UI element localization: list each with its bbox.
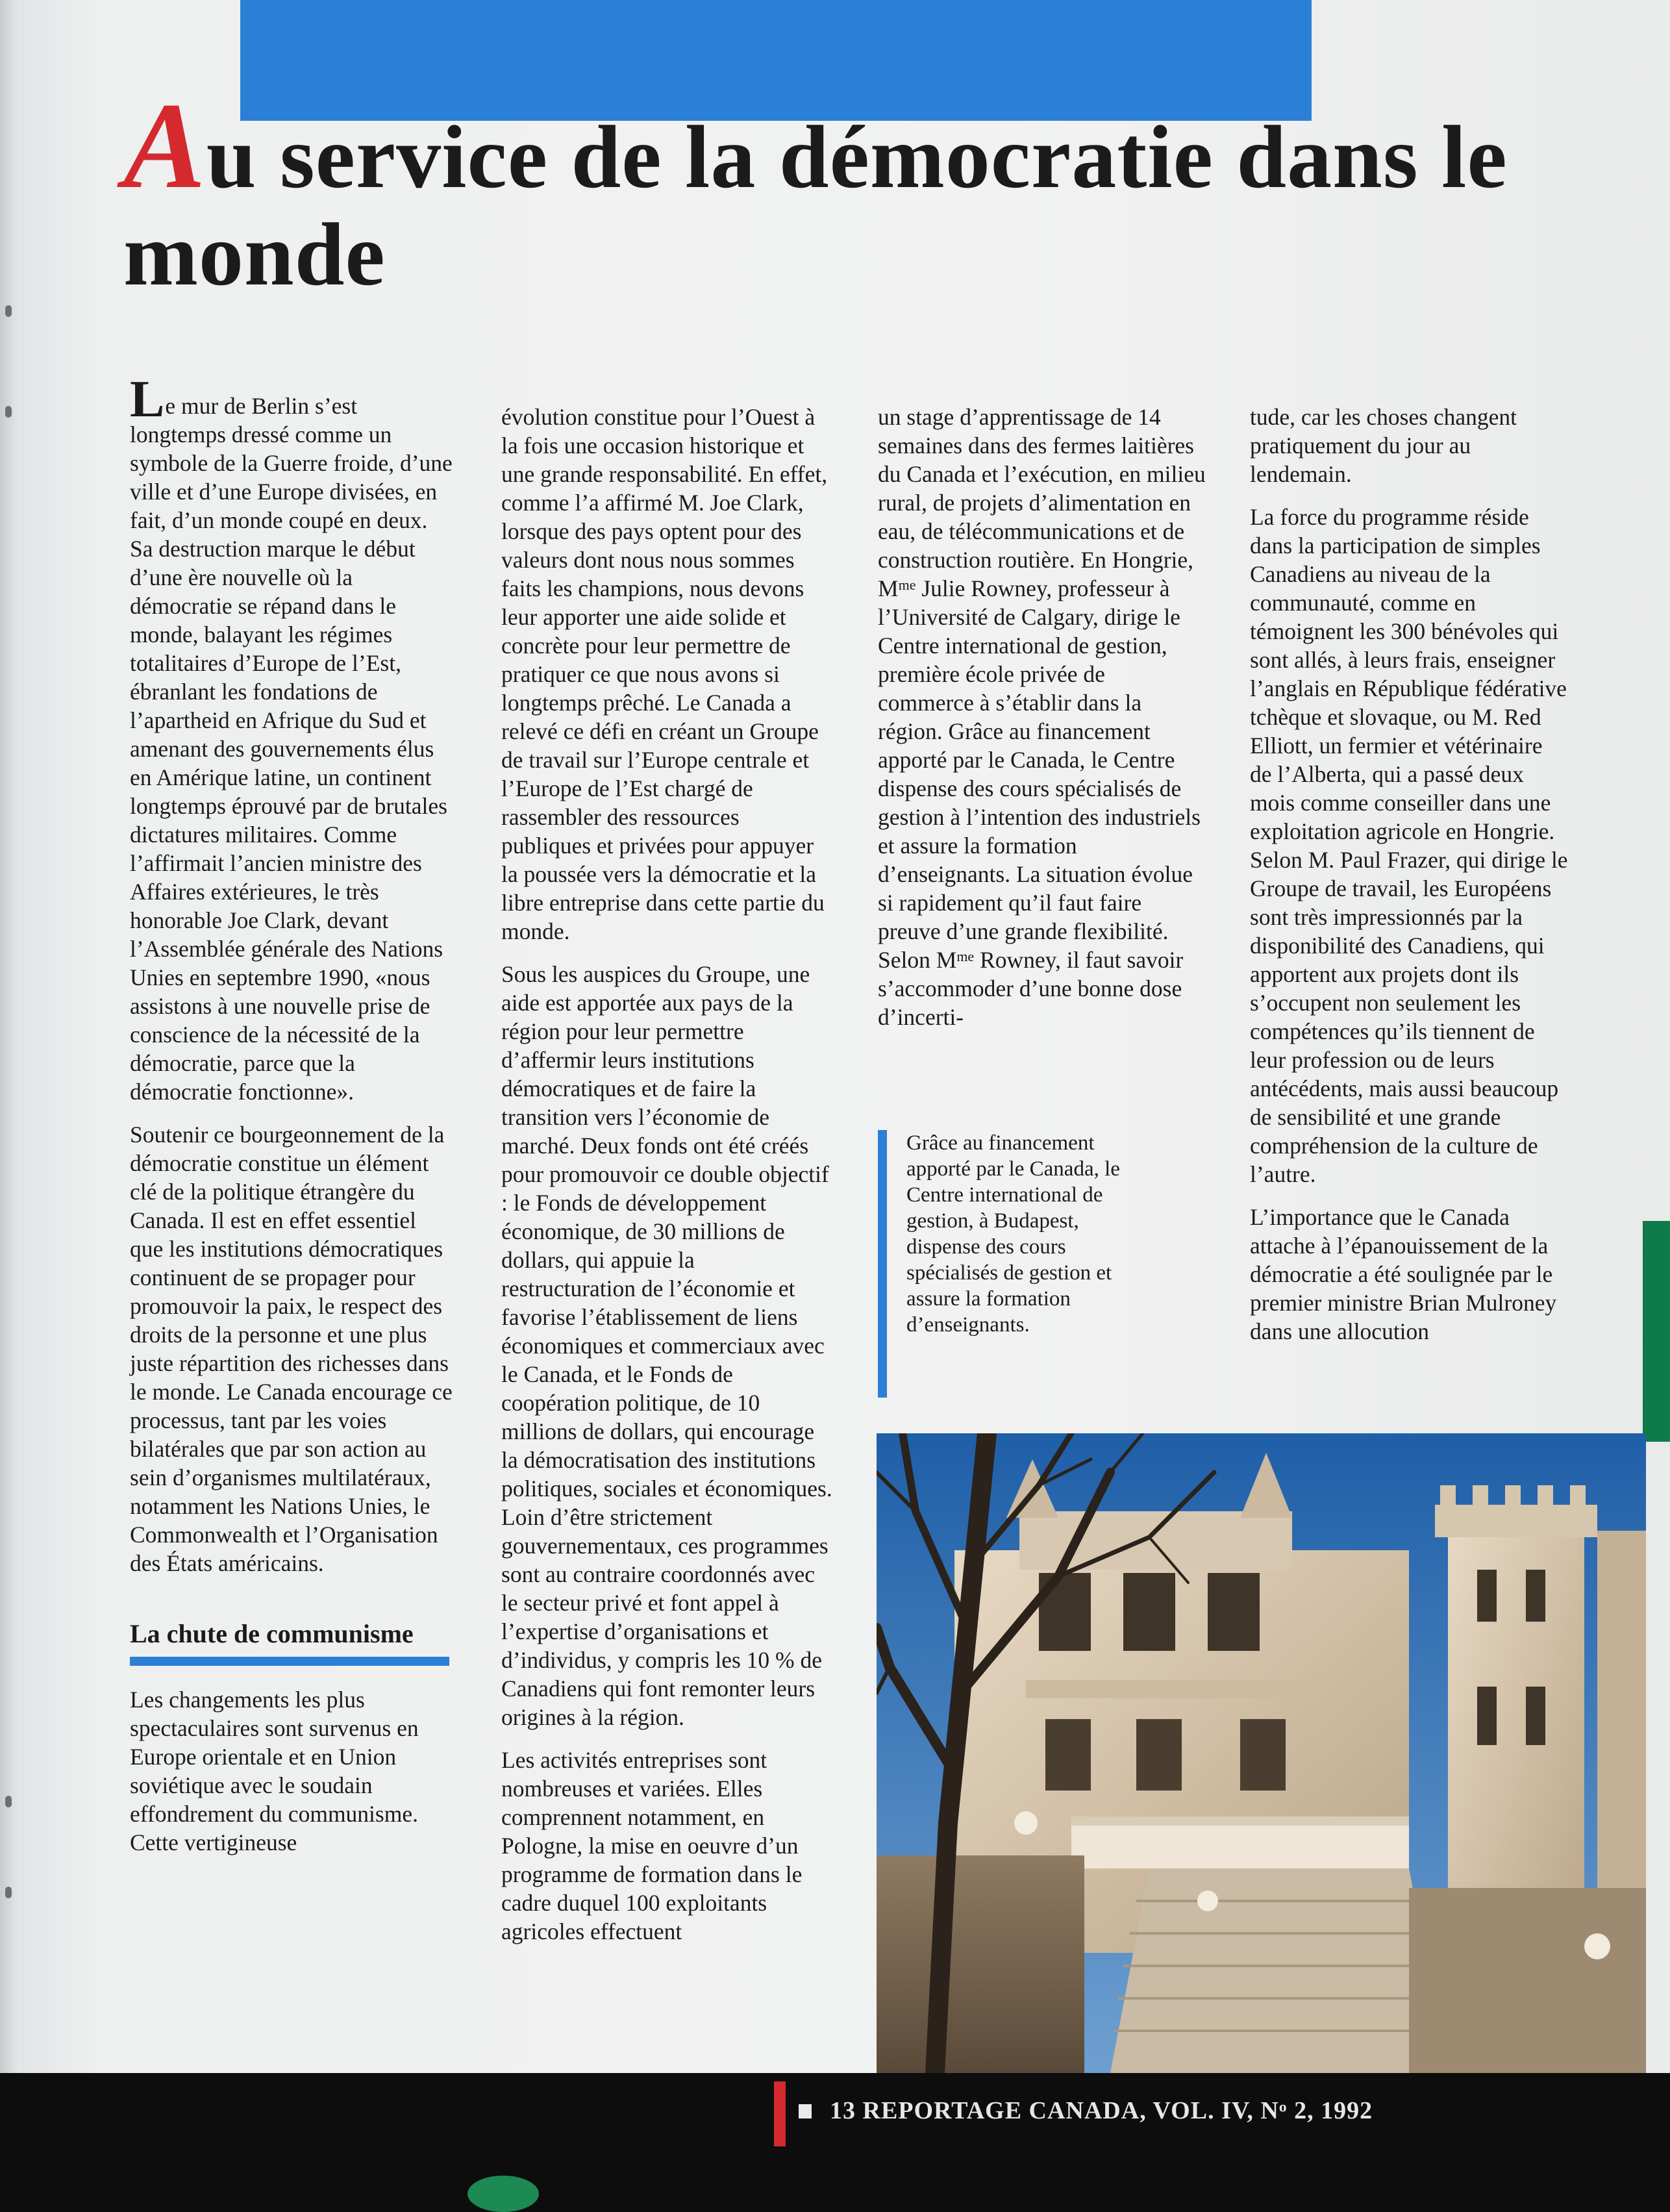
column-1 (130, 371, 455, 1871)
footer-green-mark (467, 2176, 539, 2212)
folio-superscript: o (1278, 2098, 1288, 2116)
paragraph: La force du programme réside dans la participation de simples Canadiens au niveau de la communauté, comme en témoignent les 300 bénévoles qui sont allés, à leurs frais, enseigner l’anglais en République fédérative tchèque et slovaque, ou M. Red Elliott, un fermier et vétérinaire de l’Alberta, qui a passé deux mois comme conseiller dans une exploitation agricole en Hongrie. Selon M. Paul Frazer, qui dirige le Groupe de travail, les Européens sont très impressionnés par la disponibilité des Canadiens, qui apportent aux projets dont ils s’occupent non seulement les compétences qu’ils tiennent de leur profession ou de leurs antécédents, mais aussi beaucoup de sensibilité et une grande compréhension de la culture de l’autre. (1250, 504, 1568, 1187)
title-dropcap: A (123, 78, 206, 214)
pull-quote-text: Grâce au financement apporté par le Canada, le Centre international de gestion, à Budapest, dispense des cours spécialisés de gestion et assure la formation d’enseignants. (906, 1131, 1120, 1337)
column-3 (878, 403, 1206, 1046)
paragraph: Les activités entreprises sont nombreuses et variées. Elles comprennent notamment, en Pologne, la mise en oeuvre d’un programme de formation dans le cadre duquel 100 exploitants agricoles effectuent (501, 1747, 803, 1944)
footer-red-bar (774, 2081, 786, 2146)
subheading-rule (130, 1657, 449, 1666)
binding-hole (5, 305, 12, 317)
footer-folio (830, 2095, 1373, 2126)
paragraph-dropcap: L (130, 371, 165, 428)
folio-text: 2, 1992 (1287, 2097, 1373, 2124)
text-run: un stage d’apprentissage de 14 semaines dans des fermes laitières du Canada et l’exécution, en milieu rural, de projets d’alimentation en eau, de télécommunications et de construction routière. En Hongrie, M (878, 404, 1206, 601)
footer-square-icon (799, 2104, 812, 2118)
folio-text: 13 REPORTAGE CANADA, VOL. IV, N (830, 2097, 1279, 2124)
paragraph: tude, car les choses changent pratiquement du jour au lendemain. (1250, 404, 1517, 487)
section-subheading: La chute de communisme (130, 1619, 414, 1648)
text-run: Rowney, il faut savoir s’accommoder d’une bonne dose d’incerti- (878, 947, 1184, 1030)
column-4 (1250, 403, 1568, 1360)
paragraph: Les changements les plus spectaculaires sont survenus en Europe orientale et en Union soviétique avec le soudain effondrement du communisme. Cette vertigineuse (130, 1687, 419, 1855)
paragraph: évolution constitue pour l’Ouest à la fois une occasion historique et une grande responsabilité. En effet, comme l’a affirmé M. Joe Clark, lorsque des pays optent pour des valeurs dont nous nous sommes faits les champions, nous devons leur apporter une aide solide et concrète pour leur permettre de pratiquer ce que nous avons si longtemps prêché. Le Canada a relevé ce défi en créant un Groupe de travail sur l’Europe centrale et l’Europe de l’Est chargé de rassembler des ressources publiques et privées pour appuyer la poussée vers la démocratie et la libre entreprise dans cette partie du monde. (501, 404, 828, 944)
paragraph: Soutenir ce bourgeonnement de la démocratie constitue un élément clé de la politique étrangère du Canada. Il est en effet essentiel que les institutions démocratiques continuent de se propager pour promouvoir la paix, le respect des droits de la personne et une plus juste répartition des richesses dans le monde. Le Canada encourage ce processus, tant par les voies bilatérales que par son action au sein d’organismes multilatéraux, notamment les Nations Unies, le Commonwealth et l’Organisation des États américains. (130, 1122, 453, 1576)
page-footer (0, 2073, 1670, 2212)
paragraph-text: e mur de Berlin s’est longtemps dressé comme un symbole de la Guerre froide, d’une ville et d’une Europe divisées, en fait, d’un monde coupé en deux. Sa destruction marque le début d’une ère nouvelle où la démocratie se répand dans le monde, balayant les régimes totalitaires d’Europe de l’Est, ébranlant les fondations de l’apartheid en Afrique du Sud et amenant des gouvernements élus en Amérique latine, un continent longtemps éprouvé par de brutales dictatures militaires. Comme l’affirmait l’ancien ministre des Affaires extérieures, le très honorable Joe Clark, devant l’Assemblée générale des Nations Unies en septembre 1990, «nous assistons à une nouvelle prise de conscience de la nécessité de la démocratie, parce que la démocratie fonctionne». (130, 393, 453, 1105)
superscript: me (898, 577, 916, 594)
superscript: me (956, 948, 975, 965)
column-2 (501, 403, 832, 1960)
building-photo (877, 1433, 1646, 2073)
binding-hole (5, 1887, 12, 1898)
binding-hole (5, 1796, 12, 1807)
page-binding-edge (0, 0, 19, 2212)
paragraph (878, 403, 1206, 1031)
article-title (123, 78, 1552, 304)
paragraph: L’importance que le Canada attache à l’épanouissement de la démocratie a été soulignée par le premier ministre Brian Mulroney dans une allocution (1250, 1204, 1557, 1344)
text-run: Julie Rowney, professeur à l’Université de Calgary, dirige le Centre international de gestion, première école privée de commerce à s’établir dans la région. Grâce au financement apporté par le Canada, le Centre dispense des cours spécialisés de gestion à l’intention des industriels et assure la formation d’enseignants. La situation évolue si rapidement qu’il faut faire preuve d’une grande flexibilité. Selon M (878, 575, 1201, 973)
pull-quote-bar (878, 1130, 887, 1398)
title-text: u service de la démocratie dans le monde (123, 107, 1508, 304)
paragraph: Sous les auspices du Groupe, une aide est apportée aux pays de la région pour leur permettre d’affermir leurs institutions démocratiques et de faire la transition vers l’économie de marché. Deux fonds ont été créés pour promouvoir ce double objectif : le Fonds de développement économique, de 30 millions de dollars, qui appuie la restructuration de l’économie et favorise l’établissement de liens économiques et commerciaux avec le Canada, et le Fonds de coopération politique, de 10 millions de dollars, qui encourage la démocratisation des institutions politiques, sociales et économiques. Loin d’être strictement gouvernementaux, ces programmes sont au contraire coordonnés avec le secteur privé et font appel à l’expertise d’organisations et d’individus, y compris les 10 % de Canadiens qui font remonter leurs origines à la région. (501, 961, 832, 1730)
pull-quote (878, 1130, 1215, 1403)
right-edge-color-strip (1643, 1221, 1670, 1442)
paragraph (130, 371, 455, 1106)
building-illustration (877, 1433, 1646, 2073)
binding-hole (5, 406, 12, 418)
